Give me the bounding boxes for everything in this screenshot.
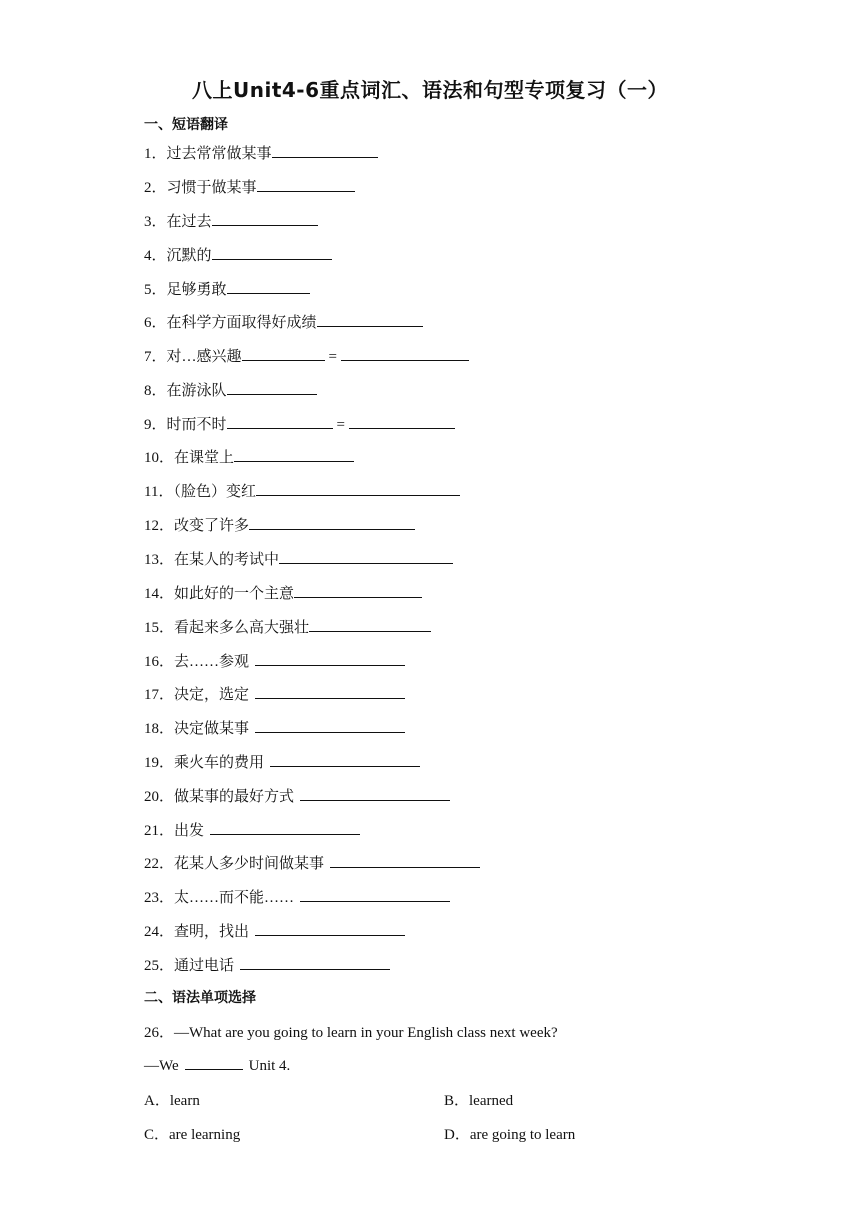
question-text: 改变了许多 — [174, 518, 250, 534]
question-item — [144, 616, 431, 637]
question-number: 15． — [144, 620, 175, 636]
question-item — [144, 278, 310, 299]
question-number: 4． — [144, 248, 167, 264]
question-number: 17． — [144, 687, 175, 703]
question-number: 1． — [144, 146, 167, 162]
answer-blank[interactable] — [234, 447, 354, 462]
question-text: 太……而不能…… — [174, 890, 295, 906]
question-item — [144, 954, 390, 975]
question-number: 9． — [144, 417, 167, 433]
question-text: 通过电话 — [174, 958, 235, 974]
question-number: 6． — [144, 315, 167, 331]
option-text: are learning — [169, 1127, 241, 1143]
answer-blank[interactable] — [249, 515, 415, 530]
answer-blank[interactable] — [240, 955, 390, 970]
question-item — [144, 446, 354, 467]
option-text: learn — [169, 1093, 200, 1109]
question-number: 24． — [144, 924, 175, 940]
question-text: 查明，找出 — [174, 924, 250, 940]
page-title: 八上Unit4-6重点词汇、语法和句型专项复习（一） — [191, 78, 669, 102]
answer-blank[interactable] — [255, 684, 405, 699]
question-text: 在过去 — [166, 214, 212, 230]
question-number: 11． — [144, 484, 174, 500]
question-text: 在游泳队 — [166, 383, 227, 399]
question-text: 时而不时 — [166, 417, 227, 433]
question-item — [144, 920, 405, 941]
answer-blank[interactable] — [272, 143, 378, 158]
question-item — [144, 244, 332, 265]
question-number: 20． — [144, 789, 175, 805]
question-text: 在科学方面取得好成绩 — [166, 315, 317, 331]
answer-blank[interactable] — [294, 583, 422, 598]
answer-blank[interactable] — [257, 177, 355, 192]
answer-blank[interactable] — [256, 481, 460, 496]
question-item — [144, 210, 318, 231]
question-item — [144, 311, 423, 332]
answer-blank[interactable] — [349, 414, 455, 429]
question-item — [144, 176, 355, 197]
answer-blank[interactable] — [270, 752, 420, 767]
question-text: 沉默的 — [166, 248, 212, 264]
question-text: 出发 — [174, 823, 205, 839]
question-text: 乘火车的费用 — [174, 755, 265, 771]
question-number: 21． — [144, 823, 175, 839]
option-letter: D． — [444, 1127, 470, 1143]
option-text: learned — [469, 1093, 514, 1109]
answer-blank[interactable] — [279, 549, 453, 564]
option-c[interactable] — [144, 1123, 240, 1144]
question-item — [144, 683, 405, 704]
question-item — [144, 751, 420, 772]
section-heading-grammar: 二、语法单项选择 — [144, 990, 256, 1006]
answer-blank[interactable] — [330, 853, 480, 868]
question-number: 16． — [144, 654, 175, 670]
question-item — [144, 548, 453, 569]
answer-blank[interactable] — [227, 414, 333, 429]
question-text: 足够勇敢 — [166, 282, 227, 298]
question-item — [144, 142, 378, 163]
question-text: 如此好的一个主意 — [174, 586, 295, 602]
answer-blank[interactable] — [309, 617, 431, 632]
option-a[interactable] — [144, 1089, 200, 1110]
equals-sign: = — [328, 349, 337, 365]
answer-blank[interactable] — [300, 887, 450, 902]
question-item — [144, 514, 415, 535]
question-number: 23． — [144, 890, 175, 906]
question-text: 习惯于做某事 — [166, 180, 257, 196]
question-number: 2． — [144, 180, 167, 196]
question-number: 10． — [144, 450, 175, 466]
question-text: 决定，选定 — [174, 687, 250, 703]
answer-blank[interactable] — [227, 279, 310, 294]
question-text: （脸色）变红 — [173, 484, 256, 500]
question-number: 19． — [144, 755, 175, 771]
option-letter: A． — [144, 1093, 170, 1109]
section-heading-phrase-translation: 一、短语翻译 — [144, 117, 228, 133]
question-number: 12． — [144, 518, 175, 534]
answer-blank[interactable] — [227, 380, 317, 395]
question-item — [144, 785, 450, 806]
question-text: 看起来多么高大强壮 — [174, 620, 310, 636]
question-number: 3． — [144, 214, 167, 230]
option-text: are going to learn — [469, 1127, 576, 1143]
answer-blank[interactable] — [255, 921, 405, 936]
answer-prefix: —We — [144, 1058, 179, 1074]
answer-blank[interactable] — [341, 346, 469, 361]
question-item — [144, 886, 450, 907]
question-item — [144, 582, 422, 603]
question-text: 在课堂上 — [174, 450, 235, 466]
question-text: 去……参观 — [174, 654, 250, 670]
question-text: 过去常常做某事 — [166, 146, 272, 162]
question-text: 花某人多少时间做某事 — [174, 856, 325, 872]
question-number: 7． — [144, 349, 167, 365]
question-text: 做某事的最好方式 — [174, 789, 295, 805]
answer-blank[interactable] — [212, 211, 318, 226]
question-number: 22． — [144, 856, 175, 872]
option-b[interactable] — [444, 1089, 513, 1110]
question-text: 在某人的考试中 — [174, 552, 280, 568]
answer-blank[interactable] — [212, 245, 332, 260]
answer-blank[interactable] — [185, 1055, 243, 1070]
question-number: 8． — [144, 383, 167, 399]
question-item — [144, 819, 360, 840]
question-text: 对…感兴趣 — [166, 349, 242, 365]
question-number: 25． — [144, 958, 175, 974]
question-number: 5． — [144, 282, 167, 298]
question-number: 13． — [144, 552, 175, 568]
answer-blank[interactable] — [317, 312, 423, 327]
answer-blank[interactable] — [255, 718, 405, 733]
question-26-answer-line — [144, 1055, 290, 1075]
question-item — [144, 379, 317, 400]
question-26-stem: 26．—What are you going to learn in your English class next week? — [144, 1025, 558, 1041]
answer-blank[interactable] — [242, 346, 325, 361]
question-text: 决定做某事 — [174, 721, 250, 737]
question-number: 14． — [144, 586, 175, 602]
option-letter: C． — [144, 1127, 170, 1143]
answer-blank[interactable] — [255, 651, 405, 666]
question-item — [144, 852, 480, 873]
question-item — [144, 413, 455, 434]
question-item — [144, 717, 405, 738]
option-letter: B． — [444, 1093, 470, 1109]
option-d[interactable] — [444, 1123, 575, 1144]
question-number: 18． — [144, 721, 175, 737]
answer-blank[interactable] — [300, 786, 450, 801]
answer-blank[interactable] — [210, 820, 360, 835]
answer-suffix: Unit 4. — [248, 1058, 291, 1074]
equals-sign: = — [336, 417, 345, 433]
question-item — [144, 345, 469, 366]
question-item — [144, 480, 460, 501]
question-item — [144, 650, 405, 671]
